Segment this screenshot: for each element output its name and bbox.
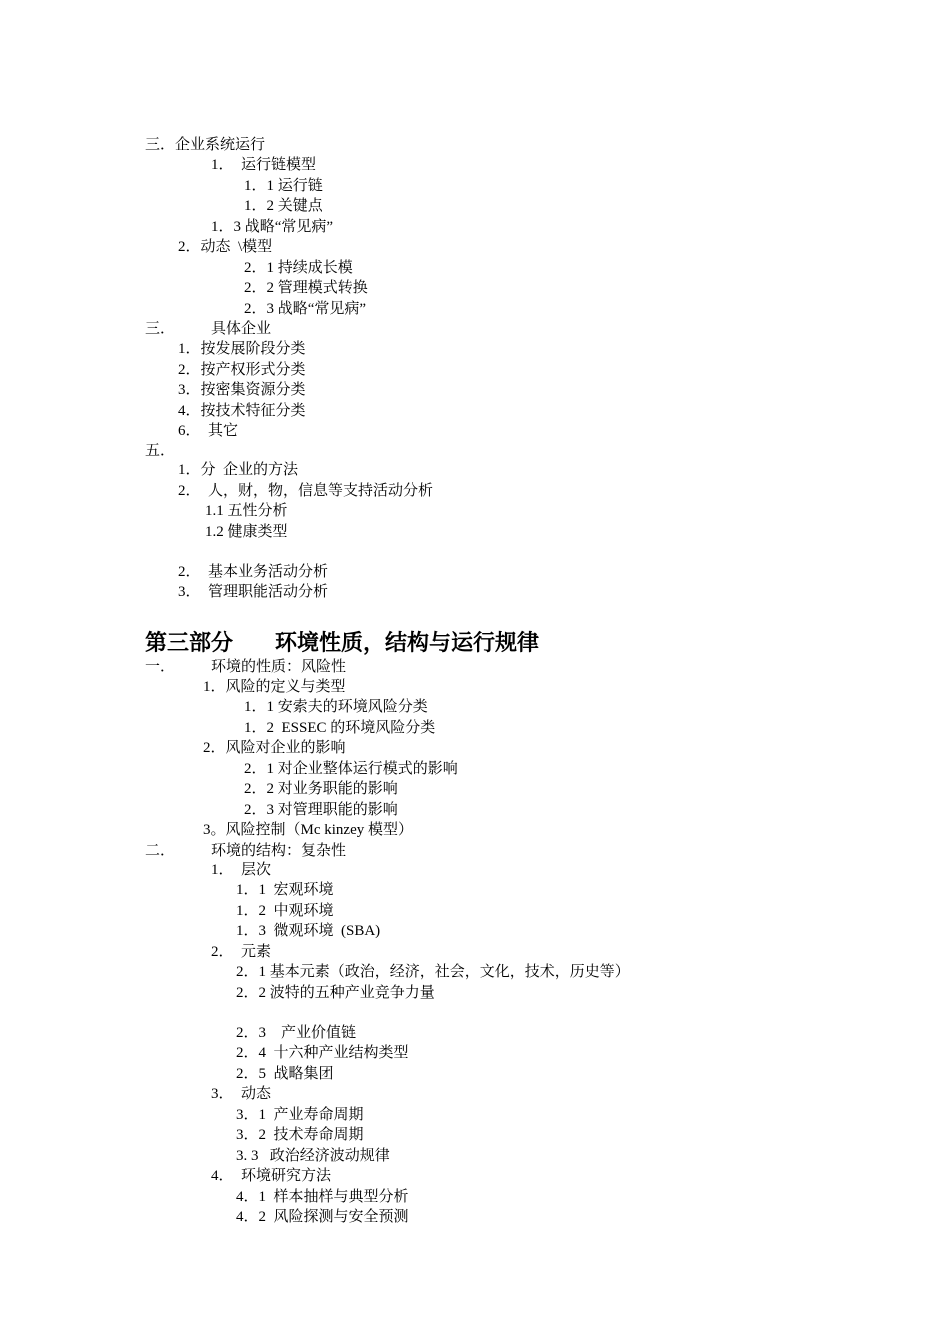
outline-line: 1． 运行链模型 bbox=[211, 157, 317, 173]
outline-number: 一． bbox=[145, 659, 176, 675]
outline-line: 1．2 关键点 bbox=[244, 198, 323, 214]
outline-line: 3. 3 政治经济波动规律 bbox=[236, 1148, 390, 1164]
outline-line: 4．2 风险探测与安全预测 bbox=[236, 1209, 409, 1225]
outline-line: 1．2 中观环境 bbox=[236, 903, 334, 919]
outline-line: 3。风险控制（Mc kinzey 模型） bbox=[203, 822, 413, 838]
outline-line: 3． 动态 bbox=[211, 1086, 272, 1102]
outline-line: 1．3 微观环境 (SBA) bbox=[236, 923, 381, 939]
outline-line: 1．1 运行链 bbox=[244, 178, 323, 194]
outline-line: 4．按技术特征分类 bbox=[178, 403, 306, 419]
outline-line: 1．3 战略“常见病” bbox=[211, 219, 334, 235]
outline-line: 2． 人，财，物，信息等支持活动分析 bbox=[178, 483, 434, 499]
outline-line: 2．2 对业务职能的影响 bbox=[244, 781, 398, 797]
outline-line: 3．按密集资源分类 bbox=[178, 382, 306, 398]
outline-line: 具体企业 bbox=[211, 321, 272, 337]
outline-line: 2．2 管理模式转换 bbox=[244, 280, 368, 296]
outline-line: 2．3 产业价值链 bbox=[236, 1025, 357, 1041]
outline-line: 2．4 十六种产业结构类型 bbox=[236, 1045, 409, 1061]
outline-line: 3． 管理职能活动分析 bbox=[178, 584, 329, 600]
outline-line: 2． 元素 bbox=[211, 944, 272, 960]
outline-line: 4．1 样本抽样与典型分析 bbox=[236, 1189, 409, 1205]
outline-line: 五． bbox=[145, 443, 176, 459]
section-heading-title: 环境性质，结构与运行规律 bbox=[275, 630, 540, 655]
outline-line: 1．1 安索夫的环境风险分类 bbox=[244, 699, 428, 715]
outline-line: 1．按发展阶段分类 bbox=[178, 341, 306, 357]
outline-line: 2．3 战略“常见病” bbox=[244, 301, 367, 317]
outline-line: 6． 其它 bbox=[178, 423, 239, 439]
outline-line: 环境的结构：复杂性 bbox=[211, 843, 347, 859]
outline-line: 1．1 宏观环境 bbox=[236, 882, 334, 898]
outline-line: 2．风险对企业的影响 bbox=[203, 740, 346, 756]
outline-number: 二． bbox=[145, 843, 176, 859]
outline-number: 三． bbox=[145, 321, 176, 337]
outline-line: 2．3 对管理职能的影响 bbox=[244, 802, 398, 818]
section-heading-label: 第三部分 bbox=[145, 630, 234, 655]
outline-line: 1． 层次 bbox=[211, 862, 272, 878]
outline-line: 2．动态 \模型 bbox=[178, 239, 273, 255]
outline-line: 1．2 ESSEC 的环境风险分类 bbox=[244, 720, 436, 736]
outline-line: 2．1 持续成长模 bbox=[244, 260, 353, 276]
outline-line: 2．按产权形式分类 bbox=[178, 362, 306, 378]
outline-line: 2．1 基本元素（政治，经济，社会，文化，技术，历史等） bbox=[236, 964, 630, 980]
outline-line: 环境的性质：风险性 bbox=[211, 659, 347, 675]
outline-line: 3．2 技术寿命周期 bbox=[236, 1127, 364, 1143]
outline-line: 4． 环境研究方法 bbox=[211, 1168, 332, 1184]
outline-line: 3．1 产业寿命周期 bbox=[236, 1107, 364, 1123]
outline-line: 2．5 战略集团 bbox=[236, 1066, 334, 1082]
outline-line: 1.1 五性分析 bbox=[205, 503, 288, 519]
outline-line: 2．2 波特的五种产业竞争力量 bbox=[236, 985, 435, 1001]
outline-line: 三．企业系统运行 bbox=[145, 137, 266, 153]
outline-line: 2．1 对企业整体运行模式的影响 bbox=[244, 761, 458, 777]
outline-line: 1.2 健康类型 bbox=[205, 524, 288, 540]
outline-line: 2． 基本业务活动分析 bbox=[178, 564, 329, 580]
outline-line: 1．风险的定义与类型 bbox=[203, 679, 346, 695]
outline-line: 1．分 企业的方法 bbox=[178, 462, 299, 478]
